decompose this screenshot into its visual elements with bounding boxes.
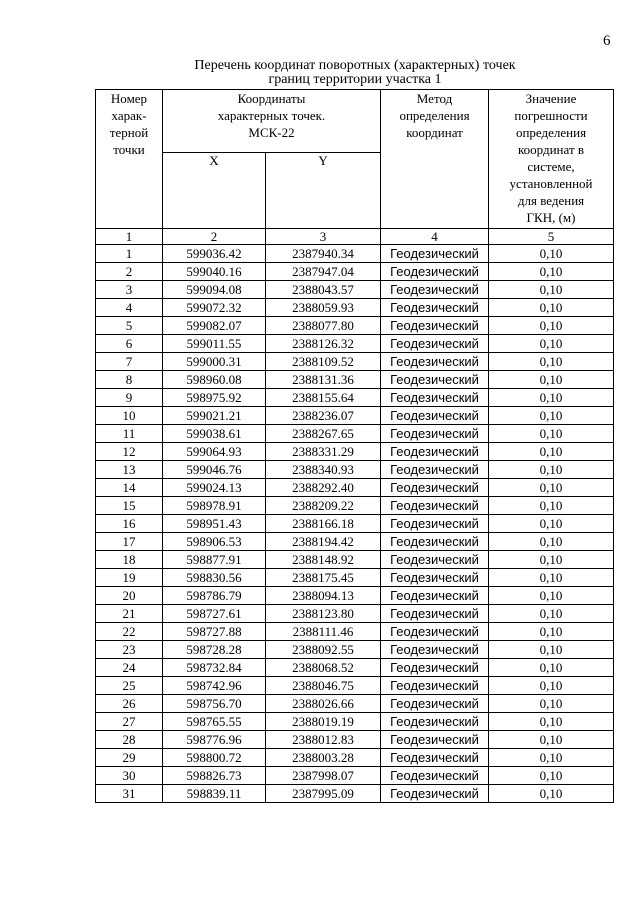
method-cell: Геодезический [381, 389, 489, 407]
point-number-cell: 13 [96, 461, 163, 479]
error-cell: 0,10 [489, 767, 614, 785]
error-cell: 0,10 [489, 335, 614, 353]
point-number-cell: 20 [96, 587, 163, 605]
point-number-cell: 16 [96, 515, 163, 533]
error-cell: 0,10 [489, 551, 614, 569]
header-text: установленной [509, 176, 593, 191]
y-coordinate-cell: 2387998.07 [266, 767, 381, 785]
x-coordinate-cell: 598727.61 [163, 605, 266, 623]
table-row [96, 497, 614, 515]
point-number-cell: 19 [96, 569, 163, 587]
coordinates-table [95, 89, 614, 803]
error-cell: 0,10 [489, 713, 614, 731]
error-cell: 0,10 [489, 353, 614, 371]
x-coordinate-cell: 598728.28 [163, 641, 266, 659]
method-cell: Геодезический [381, 371, 489, 389]
header-text: точки [113, 142, 145, 157]
method-cell: Геодезический [381, 713, 489, 731]
x-coordinate-cell: 599038.61 [163, 425, 266, 443]
method-cell: Геодезический [381, 299, 489, 317]
document-title [95, 59, 615, 87]
method-cell: Геодезический [381, 317, 489, 335]
y-coordinate-cell: 2388077.80 [266, 317, 381, 335]
table-row [96, 407, 614, 425]
table-row [96, 749, 614, 767]
column-index: 2 [163, 229, 266, 245]
error-cell: 0,10 [489, 389, 614, 407]
point-number-cell: 21 [96, 605, 163, 623]
method-cell: Геодезический [381, 479, 489, 497]
table-row [96, 641, 614, 659]
point-number-cell: 14 [96, 479, 163, 497]
method-cell: Геодезический [381, 587, 489, 605]
method-cell: Геодезический [381, 785, 489, 803]
y-coordinate-cell: 2387995.09 [266, 785, 381, 803]
page-number: 6 [603, 33, 611, 49]
error-cell: 0,10 [489, 245, 614, 263]
header-text: координат в [518, 142, 585, 157]
header-text: ГКН, (м) [526, 210, 576, 225]
point-number-cell: 12 [96, 443, 163, 461]
point-number-cell: 15 [96, 497, 163, 515]
x-coordinate-cell: 599024.13 [163, 479, 266, 497]
point-number-cell: 10 [96, 407, 163, 425]
x-coordinate-cell: 598786.79 [163, 587, 266, 605]
point-number-cell: 17 [96, 533, 163, 551]
point-number-cell: 26 [96, 695, 163, 713]
x-coordinate-cell: 598960.08 [163, 371, 266, 389]
error-cell: 0,10 [489, 497, 614, 515]
point-number-cell: 7 [96, 353, 163, 371]
x-coordinate-cell: 599000.31 [163, 353, 266, 371]
header-point-number [96, 90, 163, 229]
y-coordinate-cell: 2388012.83 [266, 731, 381, 749]
y-coordinate-cell: 2388123.80 [266, 605, 381, 623]
point-number-cell: 5 [96, 317, 163, 335]
table-row [96, 551, 614, 569]
point-number-cell: 24 [96, 659, 163, 677]
method-cell: Геодезический [381, 407, 489, 425]
table-row [96, 371, 614, 389]
y-coordinate-cell: 2388267.65 [266, 425, 381, 443]
table-row [96, 389, 614, 407]
method-cell: Геодезический [381, 749, 489, 767]
method-cell: Геодезический [381, 353, 489, 371]
header-text: терной [109, 125, 149, 140]
header-x: X [163, 153, 266, 229]
table-row [96, 623, 614, 641]
header-text: харак- [111, 108, 147, 123]
x-coordinate-cell: 598978.91 [163, 497, 266, 515]
point-number-cell: 27 [96, 713, 163, 731]
error-cell: 0,10 [489, 569, 614, 587]
table-row [96, 569, 614, 587]
header-text: погрешности [514, 108, 588, 123]
point-number-cell: 8 [96, 371, 163, 389]
error-cell: 0,10 [489, 371, 614, 389]
x-coordinate-cell: 599036.42 [163, 245, 266, 263]
table-row [96, 605, 614, 623]
method-cell: Геодезический [381, 641, 489, 659]
point-number-cell: 1 [96, 245, 163, 263]
x-coordinate-cell: 598877.91 [163, 551, 266, 569]
y-coordinate-cell: 2388046.75 [266, 677, 381, 695]
y-coordinate-cell: 2388059.93 [266, 299, 381, 317]
point-number-cell: 29 [96, 749, 163, 767]
y-coordinate-cell: 2388131.36 [266, 371, 381, 389]
error-cell: 0,10 [489, 749, 614, 767]
error-cell: 0,10 [489, 587, 614, 605]
y-coordinate-cell: 2388126.32 [266, 335, 381, 353]
method-cell: Геодезический [381, 605, 489, 623]
method-cell: Геодезический [381, 695, 489, 713]
method-cell: Геодезический [381, 515, 489, 533]
table-row [96, 731, 614, 749]
error-cell: 0,10 [489, 659, 614, 677]
header-text: характерных точек. [217, 108, 326, 123]
x-coordinate-cell: 599064.93 [163, 443, 266, 461]
x-coordinate-cell: 599094.08 [163, 281, 266, 299]
point-number-cell: 31 [96, 785, 163, 803]
table-row [96, 425, 614, 443]
y-coordinate-cell: 2388003.28 [266, 749, 381, 767]
y-coordinate-cell: 2388148.92 [266, 551, 381, 569]
method-cell: Геодезический [381, 623, 489, 641]
error-cell: 0,10 [489, 425, 614, 443]
error-cell: 0,10 [489, 677, 614, 695]
error-cell: 0,10 [489, 515, 614, 533]
method-cell: Геодезический [381, 335, 489, 353]
error-cell: 0,10 [489, 317, 614, 335]
method-cell: Геодезический [381, 767, 489, 785]
table-row [96, 479, 614, 497]
x-coordinate-cell: 599082.07 [163, 317, 266, 335]
x-coordinate-cell: 598776.96 [163, 731, 266, 749]
header-y: Y [266, 153, 381, 229]
x-coordinate-cell: 598765.55 [163, 713, 266, 731]
header-coordinates [163, 90, 381, 153]
y-coordinate-cell: 2387940.34 [266, 245, 381, 263]
header-text: Координаты [237, 91, 306, 106]
table-row [96, 335, 614, 353]
table-row [96, 317, 614, 335]
table-row [96, 695, 614, 713]
header-text: координат [406, 125, 463, 140]
header-row-top [96, 90, 614, 153]
y-coordinate-cell: 2388026.66 [266, 695, 381, 713]
table-row [96, 659, 614, 677]
x-coordinate-cell: 599021.21 [163, 407, 266, 425]
column-index: 1 [96, 229, 163, 245]
header-text: системе, [527, 159, 575, 174]
y-coordinate-cell: 2388194.42 [266, 533, 381, 551]
error-cell: 0,10 [489, 641, 614, 659]
error-cell: 0,10 [489, 461, 614, 479]
error-cell: 0,10 [489, 299, 614, 317]
method-cell: Геодезический [381, 533, 489, 551]
table-row [96, 515, 614, 533]
error-cell: 0,10 [489, 605, 614, 623]
error-cell: 0,10 [489, 281, 614, 299]
method-cell: Геодезический [381, 263, 489, 281]
column-index: 5 [489, 229, 614, 245]
x-coordinate-cell: 598756.70 [163, 695, 266, 713]
point-number-cell: 9 [96, 389, 163, 407]
error-cell: 0,10 [489, 263, 614, 281]
header-text: определения [515, 125, 587, 140]
error-cell: 0,10 [489, 623, 614, 641]
method-cell: Геодезический [381, 659, 489, 677]
y-coordinate-cell: 2388166.18 [266, 515, 381, 533]
table-row [96, 533, 614, 551]
method-cell: Геодезический [381, 281, 489, 299]
table-row [96, 353, 614, 371]
header-text: МСК-22 [248, 125, 295, 140]
column-index: 4 [381, 229, 489, 245]
x-coordinate-cell: 598839.11 [163, 785, 266, 803]
method-cell: Геодезический [381, 677, 489, 695]
point-number-cell: 23 [96, 641, 163, 659]
y-coordinate-cell: 2388236.07 [266, 407, 381, 425]
y-coordinate-cell: 2388043.57 [266, 281, 381, 299]
y-coordinate-cell: 2388092.55 [266, 641, 381, 659]
method-cell: Геодезический [381, 245, 489, 263]
method-cell: Геодезический [381, 443, 489, 461]
y-coordinate-cell: 2388019.19 [266, 713, 381, 731]
y-coordinate-cell: 2387947.04 [266, 263, 381, 281]
table-row [96, 443, 614, 461]
y-coordinate-cell: 2388340.93 [266, 461, 381, 479]
method-cell: Геодезический [381, 569, 489, 587]
header-text: для ведения [517, 193, 585, 208]
y-coordinate-cell: 2388155.64 [266, 389, 381, 407]
point-number-cell: 28 [96, 731, 163, 749]
point-number-cell: 30 [96, 767, 163, 785]
method-cell: Геодезический [381, 461, 489, 479]
column-index-row [96, 229, 614, 245]
point-number-cell: 11 [96, 425, 163, 443]
table-row [96, 461, 614, 479]
method-cell: Геодезический [381, 425, 489, 443]
x-coordinate-cell: 599011.55 [163, 335, 266, 353]
header-text: Значение [525, 91, 577, 106]
point-number-cell: 4 [96, 299, 163, 317]
error-cell: 0,10 [489, 443, 614, 461]
y-coordinate-cell: 2388331.29 [266, 443, 381, 461]
y-coordinate-cell: 2388068.52 [266, 659, 381, 677]
x-coordinate-cell: 598742.96 [163, 677, 266, 695]
y-coordinate-cell: 2388111.46 [266, 623, 381, 641]
point-number-cell: 6 [96, 335, 163, 353]
x-coordinate-cell: 599040.16 [163, 263, 266, 281]
y-coordinate-cell: 2388109.52 [266, 353, 381, 371]
table-row [96, 713, 614, 731]
y-coordinate-cell: 2388175.45 [266, 569, 381, 587]
table-row [96, 785, 614, 803]
header-text: Номер [110, 91, 148, 106]
point-number-cell: 22 [96, 623, 163, 641]
y-coordinate-cell: 2388209.22 [266, 497, 381, 515]
error-cell: 0,10 [489, 785, 614, 803]
error-cell: 0,10 [489, 695, 614, 713]
point-number-cell: 2 [96, 263, 163, 281]
point-number-cell: 3 [96, 281, 163, 299]
title-line-2: границ территории участка 1 [268, 72, 442, 87]
method-cell: Геодезический [381, 551, 489, 569]
header-error-value [489, 90, 614, 229]
table-row [96, 245, 614, 263]
x-coordinate-cell: 598800.72 [163, 749, 266, 767]
x-coordinate-cell: 598826.73 [163, 767, 266, 785]
x-coordinate-cell: 599046.76 [163, 461, 266, 479]
error-cell: 0,10 [489, 479, 614, 497]
y-coordinate-cell: 2388292.40 [266, 479, 381, 497]
table-body [96, 245, 614, 803]
x-coordinate-cell: 598732.84 [163, 659, 266, 677]
point-number-cell: 18 [96, 551, 163, 569]
error-cell: 0,10 [489, 731, 614, 749]
x-coordinate-cell: 598906.53 [163, 533, 266, 551]
method-cell: Геодезический [381, 731, 489, 749]
x-coordinate-cell: 598727.88 [163, 623, 266, 641]
x-coordinate-cell: 598830.56 [163, 569, 266, 587]
table-row [96, 299, 614, 317]
x-coordinate-cell: 598975.92 [163, 389, 266, 407]
method-cell: Геодезический [381, 497, 489, 515]
x-coordinate-cell: 598951.43 [163, 515, 266, 533]
header-method [381, 90, 489, 229]
table-row [96, 677, 614, 695]
table-row [96, 587, 614, 605]
point-number-cell: 25 [96, 677, 163, 695]
table-row [96, 263, 614, 281]
title-line-1: Перечень координат поворотных (характерных) точек [194, 58, 516, 73]
header-text: определения [399, 108, 470, 123]
error-cell: 0,10 [489, 407, 614, 425]
table-row [96, 281, 614, 299]
header-text: Метод [416, 91, 453, 106]
column-index: 3 [266, 229, 381, 245]
x-coordinate-cell: 599072.32 [163, 299, 266, 317]
y-coordinate-cell: 2388094.13 [266, 587, 381, 605]
error-cell: 0,10 [489, 533, 614, 551]
table-row [96, 767, 614, 785]
